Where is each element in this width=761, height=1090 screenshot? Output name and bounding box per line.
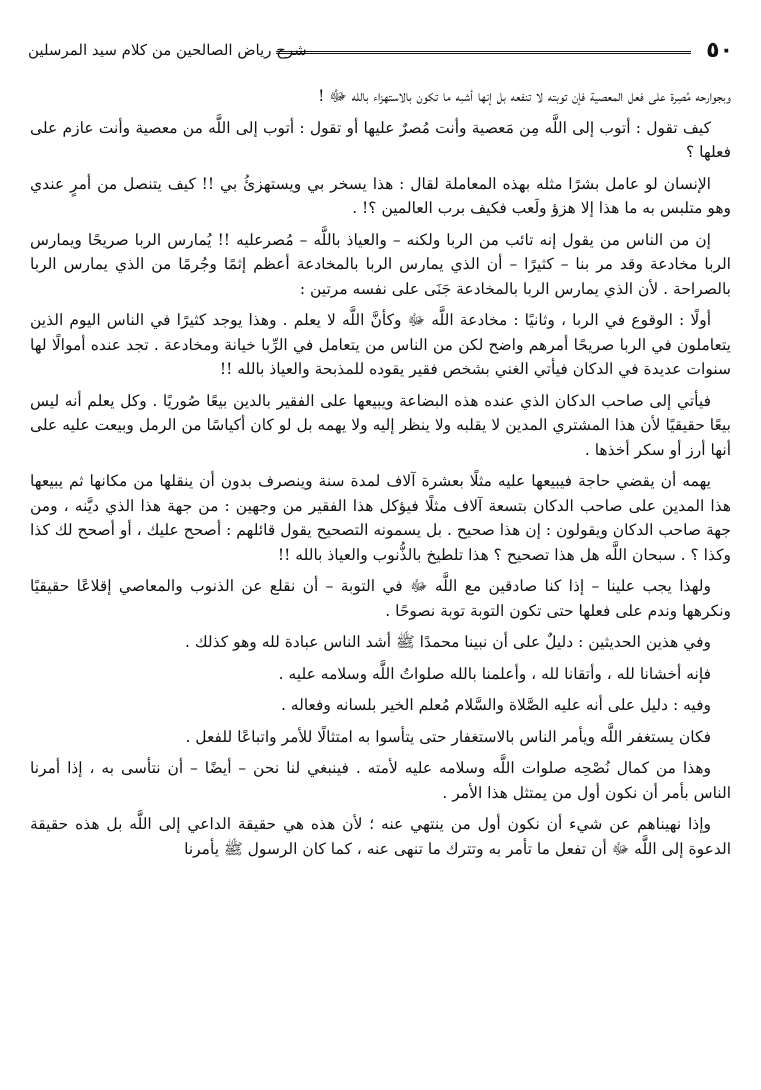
paragraph: وفيه : دليل على أنه عليه الصَّلاة والسَّلام مُعلم الخير بلسانه وفعاله . bbox=[280, 696, 711, 714]
header-rule bbox=[276, 51, 691, 56]
paragraph: ولهذا يجب علينا – إذا كنا صادقين مع اللَّه ﷻ في التوبة – أن نقلع عن الذنوب والمعاصي إقلاعًا حقيقيًا ونكرهها وندم على فعلها حتى تكون التوبة توبة نصوحًا . bbox=[30, 577, 731, 620]
paragraph: فيأتي إلى صاحب الدكان الذي عنده هذه البضاعة ويبيعها على الفقير بالدين بيعًا صُوريًا . وكل يعلم أنه ليس بيعًا حقيقيًا لأن هذا المشتري المدين لا يقلبه ولا ينظر إليه ولا يهمه بل لو كان أكياسًا من الرمل وبيعت عليه على أنها أرز أو سكر أخذها . bbox=[30, 391, 731, 459]
paragraph: فإنه أخشانا لله ، وأتقانا لله ، وأعلمنا بالله صلواتُ اللَّه وسلامه عليه . bbox=[278, 664, 711, 683]
running-header bbox=[28, 38, 733, 66]
paragraph: يهمه أن يقضي حاجة فيبيعها عليه مثلًا بعشرة آلاف لمدة سنة وينصرف بدون أن ينقلها من مكانها ثم يبيعها هذا المدين على صاحب الدكان بتسعة آلاف مثلًا فيؤكل هذا الفقير من وجهين : من جهة هذا الذي ديَّنه ، ومن جهة صاحب الدكان ويقولون : إن هذا صحيح . بل يسمونه التصحيح يقول قائلهم : أصحح عليك ، أو أصحح لك كذا وكذا ؟ . سبحان اللَّه هل هذا تصحيح ؟ هذا تلطيخ بالذُّنوب والعياذ بالله !! bbox=[30, 472, 731, 564]
paragraph: أولًا : الوقوع في الربا ، وثانيًا : مخادعة اللَّه ﷻ وكأنَّ اللَّه لا يعلم . وهذا يوجد كثيرًا في الناس اليوم الذين يتعاملون في الربا صريحًا أمرهم واضح لكن من الناس من يتعامل في الرِّبا خيانة ومخادعة . تجد عنده أموالًا لها سنوات عديدة في الدكان فيأتي الغني بشخص فقير يقوده للمذبحة والعياذ بالله !! bbox=[30, 311, 731, 378]
paragraph: وبجوارحه مُصِرة على فعل المعصية فإن توبته لا تنفعه بل إنها أشبه ما تكون بالاستهزاء بالله ﷻ ! bbox=[318, 87, 731, 105]
page-number: ٥٠ bbox=[706, 38, 733, 63]
paragraph: الإنسان لو عامل بشرًا مثله بهذه المعاملة لقال : هذا يسخر بي ويستهزئُ بي !! كيف يتنصل من أمرٍ عندي وهو متلبس به ما هذا إلا هزؤ ولَعب فكيف برب العالمين ؟! . bbox=[30, 174, 731, 217]
paragraph: وفي هذين الحديثين : دليلٌ على أن نبينا محمدًا ﷺ أشد الناس عبادة لله وهو كذلك . bbox=[185, 633, 711, 651]
paragraph: إن من الناس من يقول إنه تائب من الربا ولكنه – والعياذ باللَّه – مُصرعليه !! يُمارس الربا صريحًا ويمارس الربا مخادعة وقد مر بنا – كثيرًا – أن الذي يمارس الربا بالمخادعة أعظم إثمًا وجُرمًا من الذي يمارس الربا بالصراحة . لأن الذي يمارس الربا بالمخادعة جَنَى على نفسه مرتين : bbox=[30, 230, 731, 298]
paragraph: كيف تقول : أتوب إلى اللَّه مِن مَعصية وأنت مُصرٌ عليها أو تقول : أتوب إلى اللَّه من معصية وأنت عازم على فعلها ؟ bbox=[30, 118, 731, 161]
paragraph: وهذا من كمال نُصْحِه صلوات اللَّه وسلامه عليه لأمته . فينبغي لنا نحن – أيضًا – أن نتأسى به ، إذا أمرنا الناس بأمر أن نكون أول من يمتثل هذا الأمر . bbox=[30, 759, 731, 802]
paragraph: فكان يستغفر اللَّه ويأمر الناس بالاستغفار حتى يتأسوا به امتثالًا للأمر واتباعًا للفعل . bbox=[185, 727, 711, 746]
page-body bbox=[30, 84, 731, 1070]
book-title: شرح رياض الصالحين من كلام سيد المرسلين bbox=[28, 41, 307, 59]
paragraph: وإذا نهيناهم عن شيء أن نكون أول من ينتهي عنه ؛ لأن هذه هي حقيقة الداعي إلى اللَّه بل هذه حقيقة الدعوة إلى اللَّه ﷻ أن تفعل ما تأمر به وتترك ما تنهى عنه ، كما كان الرسول ﷺ يأمرنا bbox=[30, 815, 731, 858]
